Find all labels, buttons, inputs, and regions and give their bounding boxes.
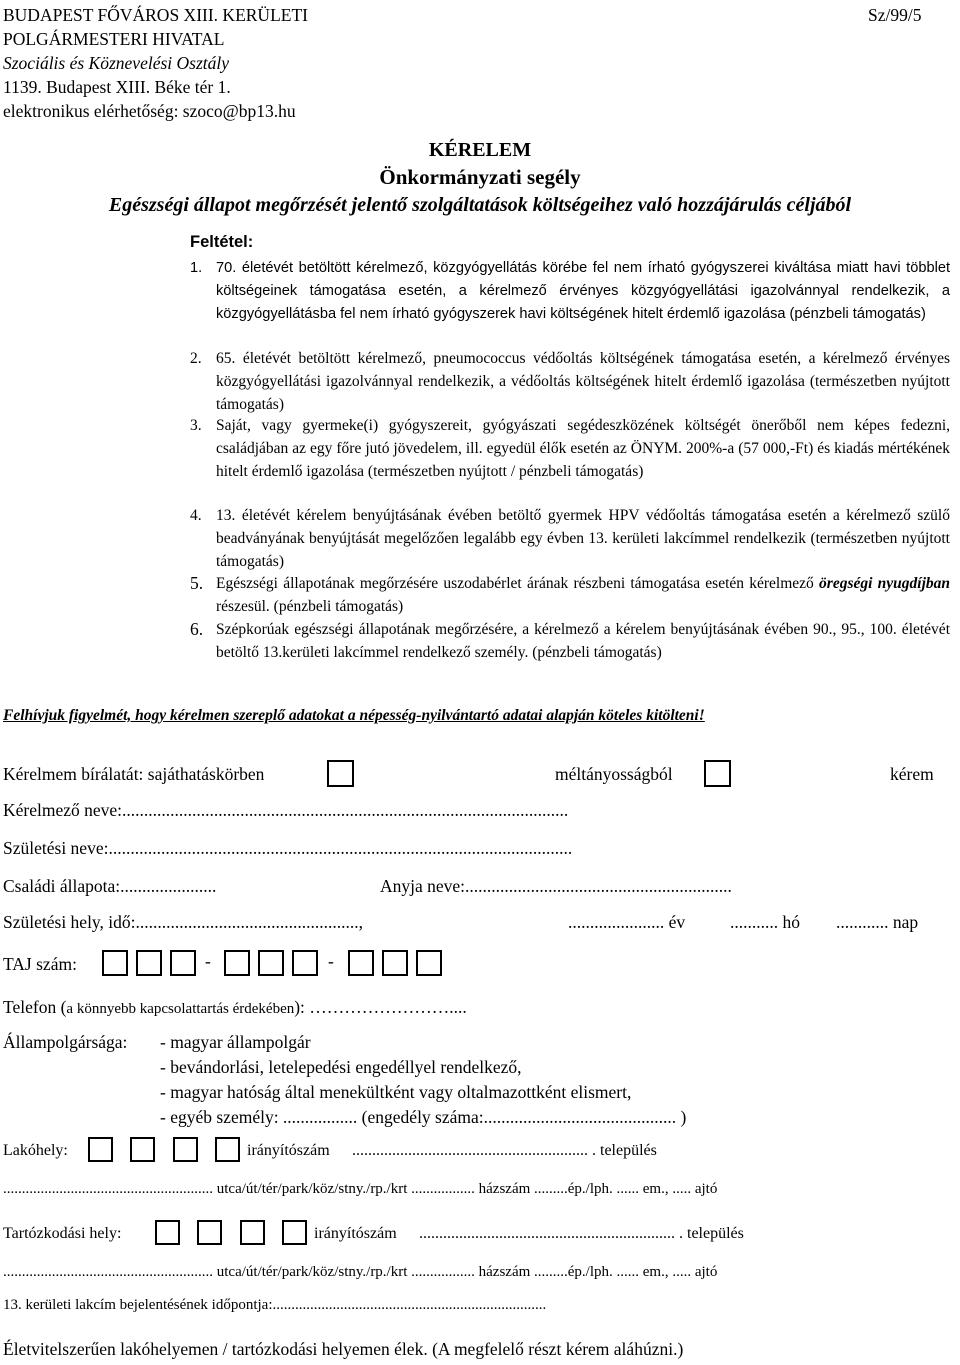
taj-digit-box[interactable] <box>102 950 128 976</box>
citizenship-option[interactable]: - magyar állampolgár <box>160 1032 311 1052</box>
postcode-label: irányítószám <box>314 1225 397 1242</box>
taj-digit-box[interactable] <box>258 950 284 976</box>
phone-field[interactable] <box>3 997 467 1018</box>
postcode-digit-box[interactable] <box>155 1220 180 1245</box>
phone-dots: ): …………………….... <box>294 997 467 1017</box>
department-name: Szociális és Köznevelési Osztály <box>3 53 230 73</box>
temp-settlement-field[interactable]: ................................................................ . település <box>419 1225 744 1242</box>
postcode-digit-box[interactable] <box>88 1137 113 1162</box>
taj-digit-box[interactable] <box>136 950 162 976</box>
condition-number: 2. <box>190 350 202 367</box>
form-title: KÉRELEM <box>428 139 532 161</box>
postcode-digit-box[interactable] <box>240 1220 265 1245</box>
citizenship-option[interactable]: - bevándorlási, letelepedési engedéllyel rendelkező, <box>160 1057 522 1077</box>
condition-number: 1. <box>190 260 203 276</box>
phone-label: Telefon ( <box>3 997 67 1017</box>
equity-checkbox[interactable] <box>704 760 731 787</box>
condition-number: 4. <box>190 507 202 524</box>
postcode-digit-box[interactable] <box>173 1137 198 1162</box>
condition-text-end: részesül. (pénzbeli támogatás) <box>216 598 404 615</box>
postcode-label: irányítószám <box>247 1142 330 1159</box>
condition-number: 6. <box>190 619 204 639</box>
office-name-line1: BUDAPEST FŐVÁROS XIII. KERÜLETI <box>3 5 308 25</box>
phone-note: a könnyebb kapcsolattartás érdekében <box>66 1001 295 1017</box>
taj-separator: - <box>328 951 334 971</box>
condition-item-2 <box>190 347 950 416</box>
citizenship-option[interactable]: - egyéb személy: ................. (engedély száma:............................................ ) <box>160 1107 687 1127</box>
form-subtitle: Önkormányzati segély <box>379 165 581 189</box>
condition-text: Egészségi állapotának megőrzésére uszodabérlet árának részbeni támogatása esetén kérelmező <box>216 575 820 592</box>
birth-year-field[interactable]: ...................... év <box>568 912 686 932</box>
applicant-name-field[interactable]: Kérelmező neve:...................................................................................................... <box>3 800 569 820</box>
review-label: Kérelmem bírálatát: sajáthatáskörben <box>3 764 265 784</box>
temp-address-field[interactable]: ........................................................ utca/út/tér/park/köz/stny./rp./krt ................. házszám .........ép./lph. ...... em., ..... ajtó <box>3 1264 718 1280</box>
birth-place-date-field[interactable]: Születési hely, idő:..................................................., <box>3 912 364 932</box>
postcode-digit-box[interactable] <box>197 1220 222 1245</box>
condition-text: 65. életévét betöltött kérelmező, pneumococcus védőoltás költségének támogatása esetén, a kérelmező érvényes közgyógyellátási igazolvánnyal rendelkezik, a védőoltás költségének hitelt érdemlő igazolása (természetben nyújtott támogatás) <box>216 350 950 413</box>
condition-item-1 <box>190 257 950 326</box>
residence-address-field[interactable]: ........................................................ utca/út/tér/park/köz/stny./rp./krt ................. házszám .........ép./lph. ...... em., ..... ajtó <box>3 1181 718 1197</box>
taj-digit-box[interactable] <box>170 950 196 976</box>
form-description: Egészségi állapot megőrzését jelentő szolgáltatások költségeihez való hozzájárulás céljából <box>108 194 852 216</box>
postcode-digit-box[interactable] <box>130 1137 155 1162</box>
condition-item-5 <box>190 572 950 618</box>
condition-number: 5. <box>190 573 204 593</box>
condition-emphasis: öregségi nyugdíjban <box>819 575 951 592</box>
condition-number: 3. <box>190 417 202 434</box>
condition-item-3 <box>190 414 950 483</box>
office-address: 1139. Budapest XIII. Béke tér 1. <box>3 77 231 97</box>
conditions-label: Feltétel: <box>190 233 254 251</box>
taj-separator: - <box>205 951 211 971</box>
condition-item-6 <box>190 618 950 664</box>
mother-name-field[interactable]: Anyja neve:............................................................. <box>380 876 732 896</box>
condition-text: 13. életévét kérelem benyújtásának évében betöltő gyermek HPV védőoltás támogatása esetén a kérelmező szülő beadványának benyújtását megelőzően legalább egy évben 13. kerületi lakcímmel rendelkezik (természetben nyújtott támogatás) <box>216 507 950 570</box>
temp-residence-label: Tartózkodási hely: <box>3 1225 122 1242</box>
equity-label: méltányosságból <box>555 764 673 784</box>
residence-label: Lakóhely: <box>3 1142 68 1159</box>
citizenship-label: Állampolgársága: <box>3 1032 128 1052</box>
registration-date-field[interactable]: 13. kerületi lakcím bejelentésének időpontja:......................................................................... <box>3 1297 547 1313</box>
request-label: kérem <box>890 764 934 784</box>
birth-month-field[interactable]: ........... hó <box>730 912 800 932</box>
office-email: elektronikus elérhetőség: szoco@bp13.hu <box>3 101 296 121</box>
taj-digit-box[interactable] <box>348 950 374 976</box>
taj-label: TAJ szám: <box>3 954 77 974</box>
postcode-digit-box[interactable] <box>215 1137 240 1162</box>
citizenship-option[interactable]: - magyar hatóság által menekültként vagy oltalmazottként elismert, <box>160 1082 632 1102</box>
condition-text: Saját, vagy gyermeke(i) gyógyszereit, gyógyászati segédeszközének költségét önerőből nem képes fedezni, családjában az egy főre jutó jövedelem, ill. egyedül élők esetén az ÖNYM. 200%-a (57 000,-Ft) és kiadás mértékének hitelt érdemlő igazolása (természetben nyújtott / pénzbeli támogatás) <box>216 417 950 480</box>
own-authority-checkbox[interactable] <box>327 760 354 787</box>
birth-day-field[interactable]: ............ nap <box>836 912 919 932</box>
notice-text: Felhívjuk figyelmét, hogy kérelmen szereplő adatokat a népesség-nyilvántartó adatai alapján köteles kitölteni! <box>3 707 705 724</box>
office-name-line2: POLGÁRMESTERI HIVATAL <box>3 29 225 49</box>
taj-digit-box[interactable] <box>382 950 408 976</box>
taj-digit-box[interactable] <box>224 950 250 976</box>
birth-name-field[interactable]: Születési neve:.......................................................................................................... <box>3 838 573 858</box>
lifestyle-statement: Életvitelszerűen lakóhelyemen / tartózkodási helyemen élek. (A megfelelő részt kérem aláhúzni.) <box>3 1339 684 1359</box>
condition-text: Szépkorúak egészségi állapotának megőrzésére, a kérelmező a kérelem benyújtásának évében 90., 95., 100. életévét betöltő 13.kerületi lakcímmel rendelkező személy. (pénzbeli támogatás) <box>216 621 950 661</box>
postcode-digit-box[interactable] <box>282 1220 307 1245</box>
taj-digit-box[interactable] <box>416 950 442 976</box>
marital-status-field[interactable]: Családi állapota:...................... <box>3 876 217 896</box>
condition-item-4 <box>190 504 950 573</box>
taj-digit-box[interactable] <box>292 950 318 976</box>
form-code: Sz/99/5 <box>868 5 922 25</box>
residence-settlement-field[interactable]: ........................................................... . település <box>352 1142 657 1159</box>
condition-text: 70. életévét betöltött kérelmező, közgyógyellátás körébe fel nem írható gyógyszerei kiváltása miatt havi többlet költségeinek támogatása esetén, a kérelmező érvényes közgyógyellátási igazolvánnyal rendelkezik, a közgyógyellátásba fel nem írható gyógyszerek havi költségének hitelt érdemlő igazolása (pénzbeli támogatás) <box>216 260 950 322</box>
